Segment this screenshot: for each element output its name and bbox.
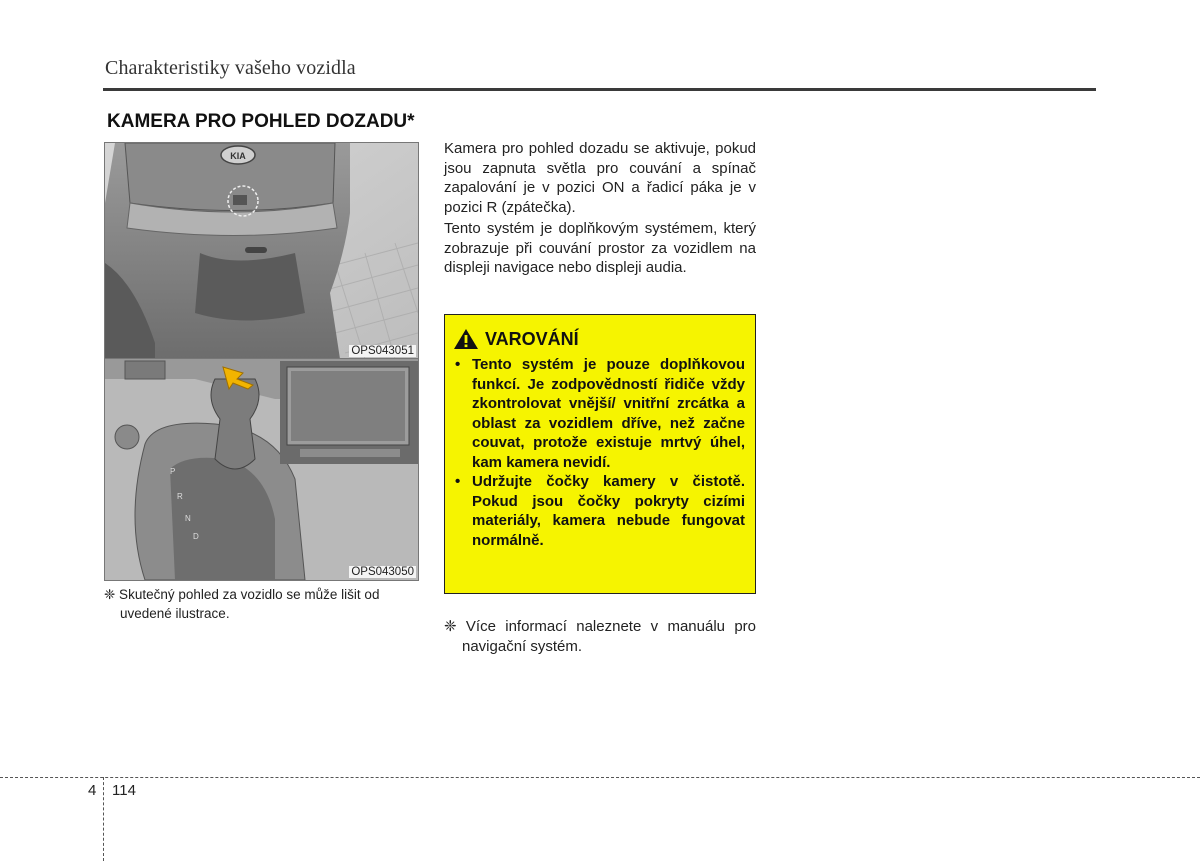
page-header-title: Charakteristiky vašeho vozidla (105, 57, 356, 79)
warning-triangle-icon (453, 328, 479, 350)
body-text (444, 139, 756, 278)
svg-text:P: P (170, 467, 176, 476)
figure-code: OPS043051 (351, 345, 414, 357)
car-rear-illustration (105, 143, 418, 359)
figure-gear-display (104, 358, 419, 581)
warning-item (455, 355, 745, 472)
body-paragraph: Kamera pro pohled dozadu se aktivuje, pokud jsou zapnuta světla pro couvání a spínač zapalování je v pozici ON a řadicí páka je v pozici R (zpátečka). (444, 140, 756, 216)
page-number: 114 (112, 782, 136, 799)
warning-header (453, 328, 579, 350)
warning-list (455, 355, 745, 550)
chapter-number: 4 (88, 782, 97, 799)
navigation-note: ❈ Více informací naleznete v manuálu pro navigační systém. (444, 618, 756, 655)
footer-rule (0, 777, 1200, 778)
figure-note: ❈ Skutečný pohled za vozidlo se může lišit od uvedené ilustrace. (104, 587, 380, 621)
svg-text:R: R (177, 492, 183, 501)
warning-title: VAROVÁNÍ (485, 328, 579, 349)
warning-box (444, 314, 756, 594)
body-paragraph: Tento systém je doplňkovým systémem, který zobrazuje při couvání prostor za vozidlem na displeji navigace nebo displeji audia. (444, 220, 756, 276)
figure-code: OPS043050 (351, 566, 414, 578)
warning-item-text: Tento systém je pouze doplňkovou funkcí. Je zodpovědností řidiče vždy zkontrolovat vnější/ vnitřní zrcátka a oblast za vozidlem dříve, než začne couvat, protože existuje mrtvý úhel, kam kamera nevidí. (472, 356, 745, 471)
section-title: KAMERA PRO POHLED DOZADU* (107, 111, 415, 132)
bullet: • (455, 473, 461, 490)
warning-item-text: Udržujte čočky kamery v čistotě. Pokud jsou čočky pokryty cizími materiály, kamera nebude fungovat normálně. (472, 473, 745, 549)
header-rule (103, 88, 1096, 91)
figure-rear-camera (104, 142, 419, 360)
svg-text:D: D (193, 532, 199, 541)
svg-text:N: N (185, 514, 191, 523)
bullet: • (455, 356, 461, 373)
footer-divider (103, 777, 104, 861)
gear-shift-illustration (105, 359, 418, 580)
svg-text:KIA: KIA (230, 151, 246, 161)
warning-item (455, 472, 745, 550)
